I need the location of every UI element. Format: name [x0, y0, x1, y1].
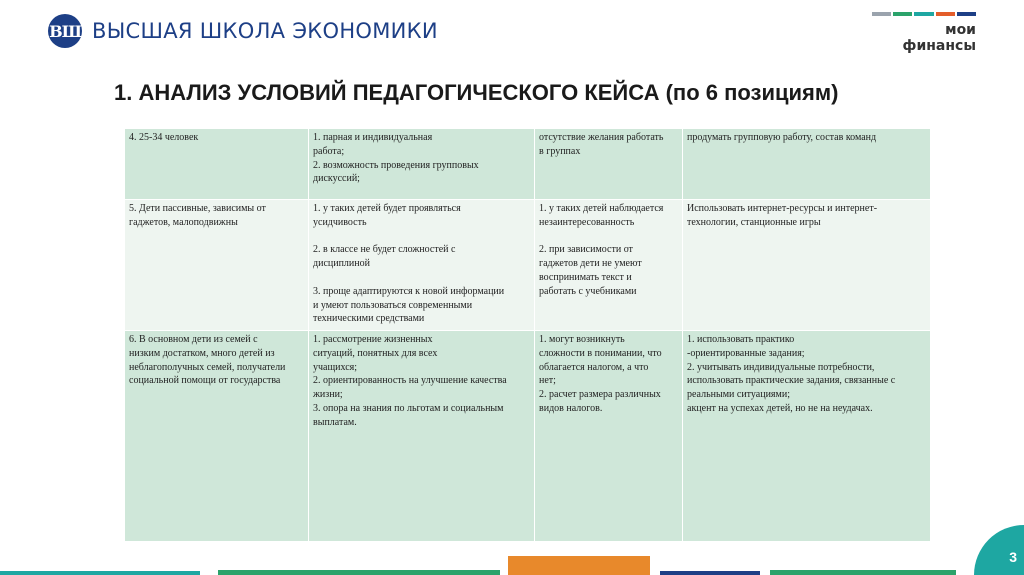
footer-bar [508, 556, 650, 575]
brand-name: мои финансы [902, 22, 976, 54]
brand-bar [914, 12, 933, 16]
table-cell: 5. Дети пассивные, зависимы от гаджетов, малоподвижны [125, 200, 309, 331]
hse-emblem-icon: ВШ [48, 14, 82, 48]
table-row [125, 200, 931, 331]
table-cell: 1. рассмотрение жизненных ситуаций, понятных для всех учащихся; 2. ориентированность на улучшение качества жизни; 3. опора на знания по льготам и социальным выплатам. [309, 331, 535, 542]
table-cell: 1. парная и индивидуальная работа; 2. возможность проведения групповых дискуссий; [309, 129, 535, 200]
hse-logo [48, 14, 438, 48]
org-name: ВЫСШАЯ ШКОЛА ЭКОНОМИКИ [92, 19, 438, 43]
footer-bar [0, 571, 200, 575]
brand-bar [872, 12, 891, 16]
page-number-badge [974, 525, 1024, 575]
page-number: 3 [1009, 549, 1017, 565]
footer-bar [218, 570, 500, 575]
brand-bar [957, 12, 976, 16]
table-cell: 6. В основном дети из семей с низким достатком, много детей из неблагополучных семей, получатели социальной помощи от государства [125, 331, 309, 542]
case-analysis-table [124, 128, 930, 536]
table-cell: 1. могут возникнуть сложности в понимании, что облагается налогом, а что нет; 2. расчет размера различных видов налогов. [535, 331, 683, 542]
brand-bar [893, 12, 912, 16]
table-row [125, 129, 931, 200]
table-cell: отсутствие желания работать в группах [535, 129, 683, 200]
brand-color-bars [872, 12, 976, 16]
footer-bar [660, 571, 760, 575]
footer-color-bars [0, 555, 1024, 575]
footer-bar [770, 570, 956, 575]
table-cell: 1. у таких детей будет проявляться усидчивость 2. в классе не будет сложностей с дисциплиной 3. проще адаптируются к новой информации и умеют пользоваться современными техническими средствами [309, 200, 535, 331]
table-cell: 1. использовать практико -ориентированные задания; 2. учитывать индивидуальные потребности, использовать практические задания, связанные с реальными ситуациями; акцент на успехах детей, но не на неудачах. [683, 331, 931, 542]
table-cell: 4. 25-34 человек [125, 129, 309, 200]
brand-bar [936, 12, 955, 16]
table-row [125, 331, 931, 542]
table-cell: продумать групповую работу, состав команд [683, 129, 931, 200]
slide-title: 1. АНАЛИЗ УСЛОВИЙ ПЕДАГОГИЧЕСКОГО КЕЙСА (по 6 позициям) [114, 80, 839, 105]
table-cell: 1. у таких детей наблюдается незаинтересованность 2. при зависимости от гаджетов дети не умеют воспринимать текст и работать с учебниками [535, 200, 683, 331]
moi-finansy-logo [872, 12, 976, 54]
table-cell: Использовать интернет-ресурсы и интернет- технологии, станционные игры [683, 200, 931, 331]
